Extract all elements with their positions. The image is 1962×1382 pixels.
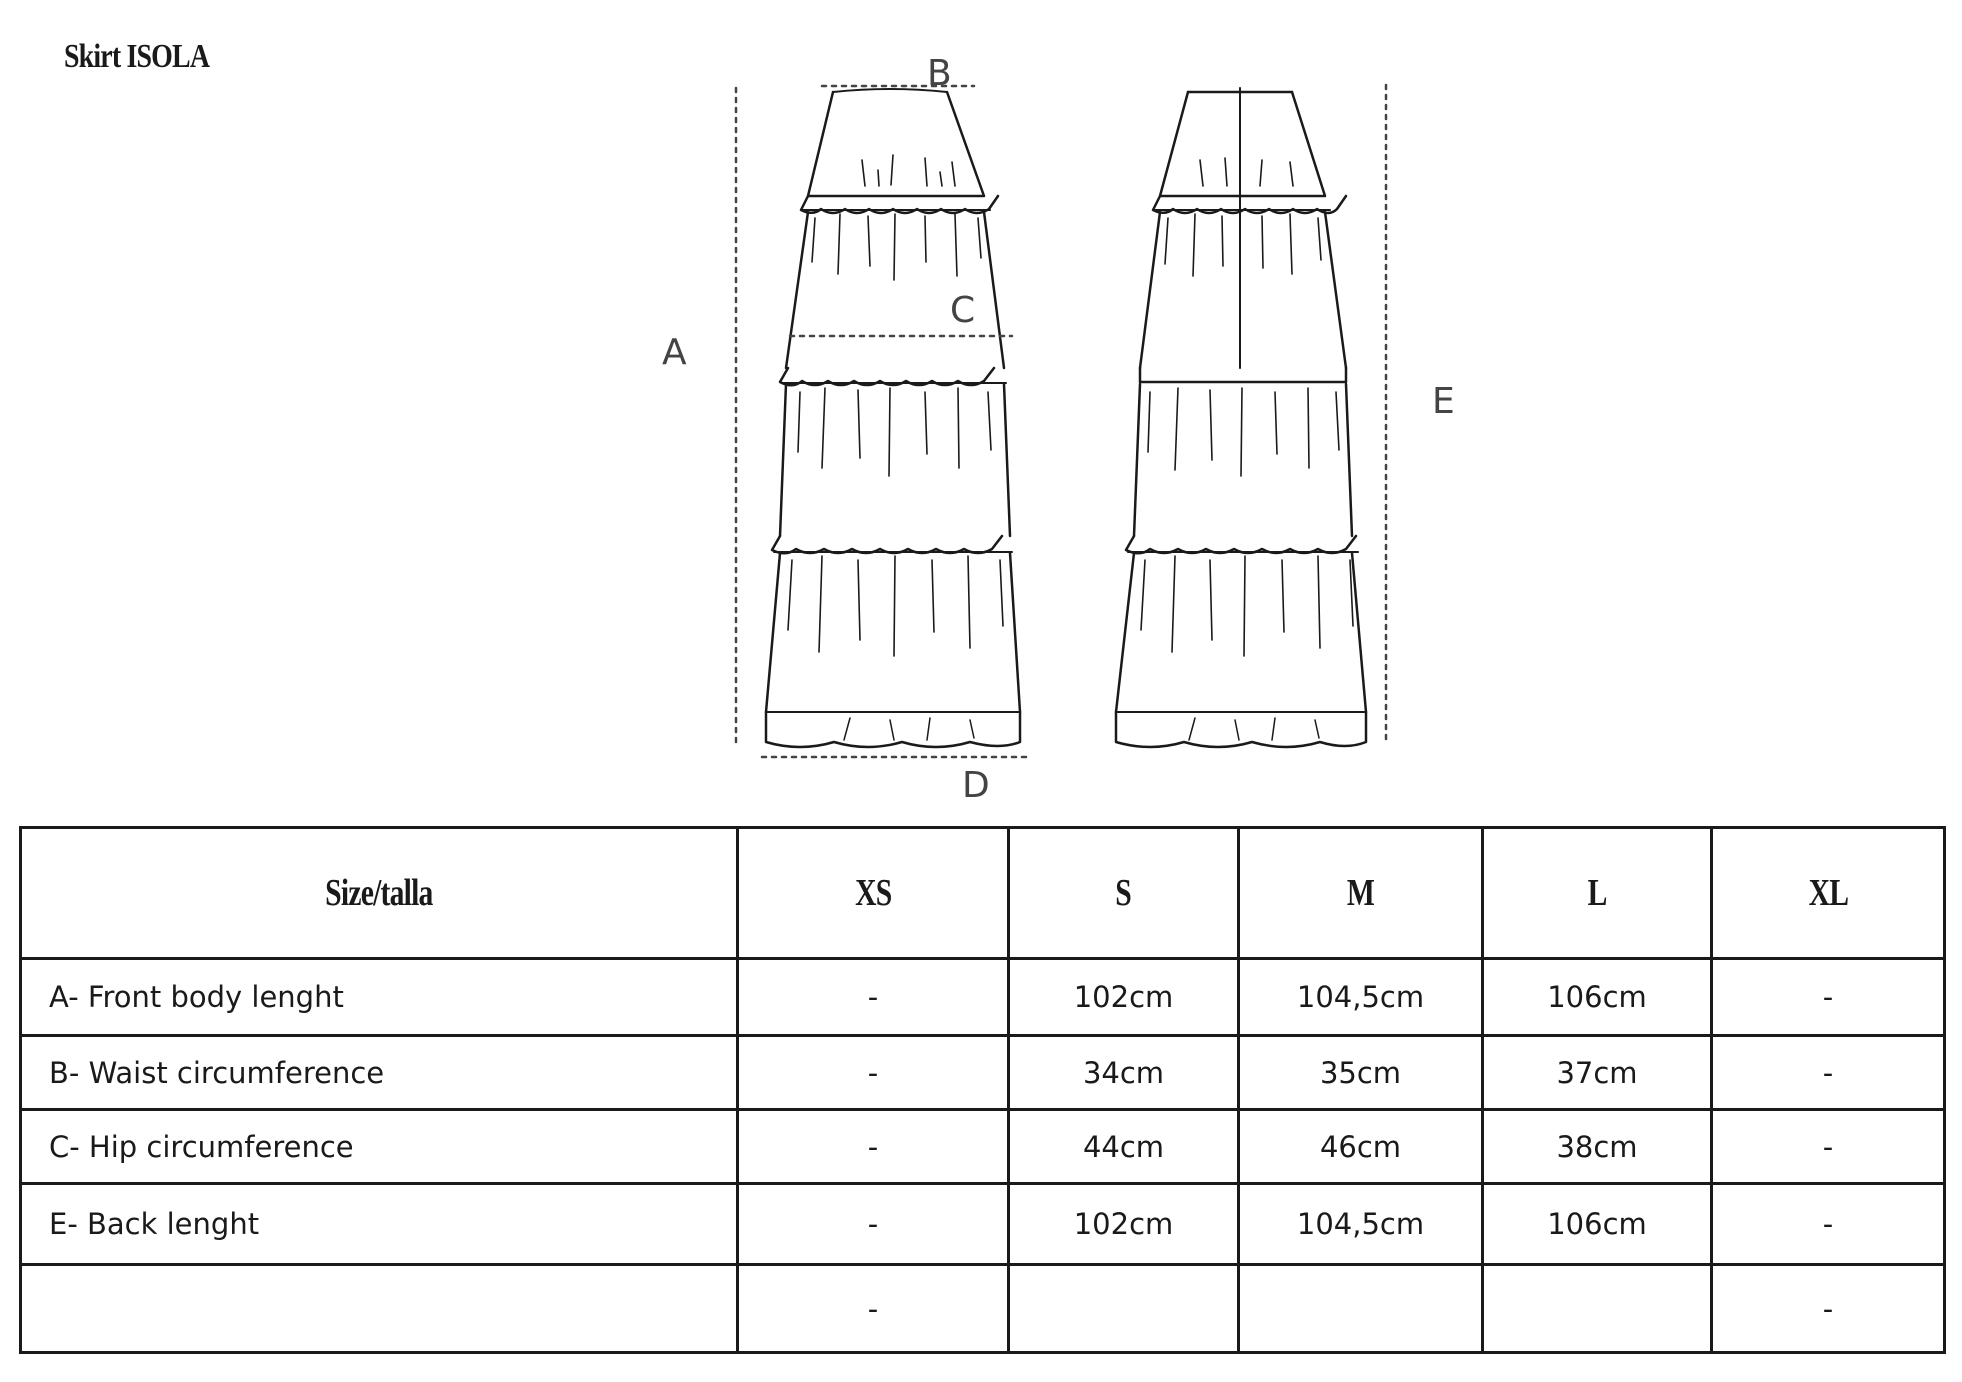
label-c: C xyxy=(950,290,976,331)
cell-m: 46cm xyxy=(1239,1110,1483,1184)
cell-m: 104,5cm xyxy=(1239,959,1483,1036)
row-label xyxy=(21,1265,738,1353)
cell-l: 106cm xyxy=(1483,1184,1712,1265)
measurement-guides xyxy=(736,85,1386,757)
header-size-talla: Size/talla xyxy=(21,828,738,959)
cell-xs: - xyxy=(738,1265,1009,1353)
table-row xyxy=(21,1184,1945,1265)
label-b: B xyxy=(927,53,952,94)
row-label: A- Front body lenght xyxy=(21,959,738,1036)
cell-xl: - xyxy=(1712,959,1945,1036)
header-l: L xyxy=(1483,828,1712,959)
cell-xs: - xyxy=(738,1184,1009,1265)
cell-l: 37cm xyxy=(1483,1036,1712,1110)
row-label: B- Waist circumference xyxy=(21,1036,738,1110)
header-s: S xyxy=(1009,828,1239,959)
page-title: Skirt ISOLA xyxy=(64,38,210,75)
cell-xl: - xyxy=(1712,1265,1945,1353)
label-d: D xyxy=(962,765,990,806)
cell-s: 44cm xyxy=(1009,1110,1239,1184)
cell-s xyxy=(1009,1265,1239,1353)
skirt-front-view xyxy=(766,89,1020,747)
cell-xl: - xyxy=(1712,1184,1945,1265)
row-label: E- Back lenght xyxy=(21,1184,738,1265)
label-e: E xyxy=(1432,381,1455,422)
cell-xs: - xyxy=(738,1036,1009,1110)
header-xs: XS xyxy=(738,828,1009,959)
size-chart-table xyxy=(19,826,1946,1354)
cell-l xyxy=(1483,1265,1712,1353)
cell-l: 38cm xyxy=(1483,1110,1712,1184)
table-row xyxy=(21,959,1945,1036)
cell-xl: - xyxy=(1712,1110,1945,1184)
cell-xs: - xyxy=(738,959,1009,1036)
header-m: M xyxy=(1239,828,1483,959)
cell-l: 106cm xyxy=(1483,959,1712,1036)
cell-m: 35cm xyxy=(1239,1036,1483,1110)
cell-xs: - xyxy=(738,1110,1009,1184)
skirt-back-view xyxy=(1116,88,1366,747)
label-a: A xyxy=(662,332,687,373)
table-row xyxy=(21,1265,1945,1353)
cell-m: 104,5cm xyxy=(1239,1184,1483,1265)
cell-s: 102cm xyxy=(1009,959,1239,1036)
cell-s: 102cm xyxy=(1009,1184,1239,1265)
table-row xyxy=(21,1110,1945,1184)
row-label: C- Hip circumference xyxy=(21,1110,738,1184)
cell-m xyxy=(1239,1265,1483,1353)
table-header-row xyxy=(21,828,1945,959)
cell-xl: - xyxy=(1712,1036,1945,1110)
table-row xyxy=(21,1036,1945,1110)
cell-s: 34cm xyxy=(1009,1036,1239,1110)
header-xl: XL xyxy=(1712,828,1945,959)
